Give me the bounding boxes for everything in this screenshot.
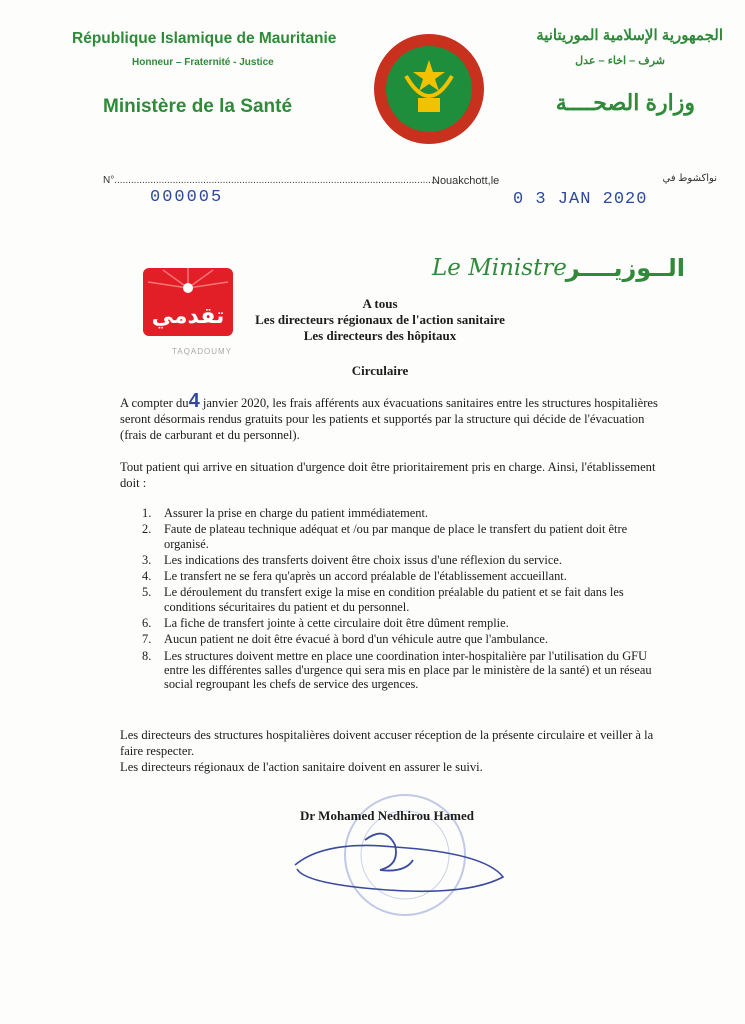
motto-fr: Honneur – Fraternité - Justice <box>132 57 274 68</box>
reference-number: 000005 <box>150 188 224 207</box>
republic-title-fr: République Islamique de Mauritanie <box>72 30 337 47</box>
addressee-line-1: A tous <box>362 296 398 311</box>
list-item: 8. Les structures doivent mettre en place une coordination inter-hospitalière par l'utilisation du GFU entre les différentes salles d'urgence qui sera mis en place par le ministère de la santé) et un réseau social regroupant les chefs de service des urgences. <box>142 648 652 692</box>
circular-title: Circulaire <box>351 363 409 378</box>
place-label-fr: Nouakchott,le <box>432 175 500 187</box>
addressees <box>230 296 530 344</box>
list-item: 3. Les indications des transferts doivent être choix issus d'une réflexion du service. <box>142 552 562 567</box>
paragraph-3 <box>120 727 675 775</box>
obligations-list <box>120 506 672 694</box>
signatory-name: Dr Mohamed Nedhirou Hamed <box>300 808 474 823</box>
list-item: 7. Aucun patient ne doit être évacué à bord d'un véhicule autre que l'ambulance. <box>142 632 548 647</box>
list-item: 5. Le déroulement du transfert exige la mise en condition préalable du patient et se fait dans les conditions sécuritaires du patient et du personnel. <box>142 585 624 614</box>
paragraph-3-line-1: Les directeurs des structures hospitalières doivent accuser réception de la présente circulaire et veiller à la faire respecter. <box>120 728 654 758</box>
national-seal-icon <box>374 34 484 144</box>
ministry-title-fr: Ministère de la Santé <box>103 96 293 117</box>
addressee-line-2: Les directeurs régionaux de l'action sanitaire <box>255 312 505 327</box>
list-item: 6. La fiche de transfert jointe à cette circulaire doit être dûment remplie. <box>142 616 509 631</box>
paragraph-1-start: A compter du <box>120 396 189 410</box>
logo-text: تقدمي <box>151 304 225 329</box>
date-stamp: 0 3 JAN 2020 <box>513 190 648 209</box>
paragraph-2: Tout patient qui arrive en situation d'urgence doit être prioritairement pris en charge. Ainsi, l'établissement doit : <box>120 460 656 490</box>
place-label-ar: نواكشوط في <box>662 173 717 184</box>
minister-title-ar: الــوزيــــر <box>565 254 685 282</box>
list-item: 2. Faute de plateau technique adéquat et /ou par manque de place le transfert du patient doit être organisé. <box>142 522 628 551</box>
republic-title-ar: الجمهورية الإسلامية الموريتانية <box>536 27 723 44</box>
paragraph-3-line-2: Les directeurs régionaux de l'action sanitaire doivent en assurer le suivi. <box>120 760 483 774</box>
paragraph-1-rest: janvier 2020, les frais afférents aux évacuations sanitaires entre les structures hospitalières seront désormais rendus gratuits pour les patients et supportés par la structure qui décide de l'évacuation (frais de carburant et du personnel). <box>120 396 658 442</box>
taqadoumy-logo <box>143 268 233 336</box>
paragraph-1 <box>120 390 660 443</box>
handwritten-day: 4 <box>188 390 200 412</box>
logo-subtext: TAQADOUMY <box>172 347 232 356</box>
list-item: 1. Assurer la prise en charge du patient immédiatement. <box>142 506 429 520</box>
motto-ar: شرف – اخاء – عدل <box>575 55 665 67</box>
addressee-line-3: Les directeurs des hôpitaux <box>303 328 457 343</box>
ministry-title-ar: وزارة الصحــــة <box>555 90 695 115</box>
minister-title-fr: Le Ministre <box>432 255 567 281</box>
list-item: 4. Le transfert ne se fera qu'après un accord préalable de l'établissement accueillant. <box>142 569 567 584</box>
reference-label: N°..................................................................................................................... <box>103 175 440 186</box>
